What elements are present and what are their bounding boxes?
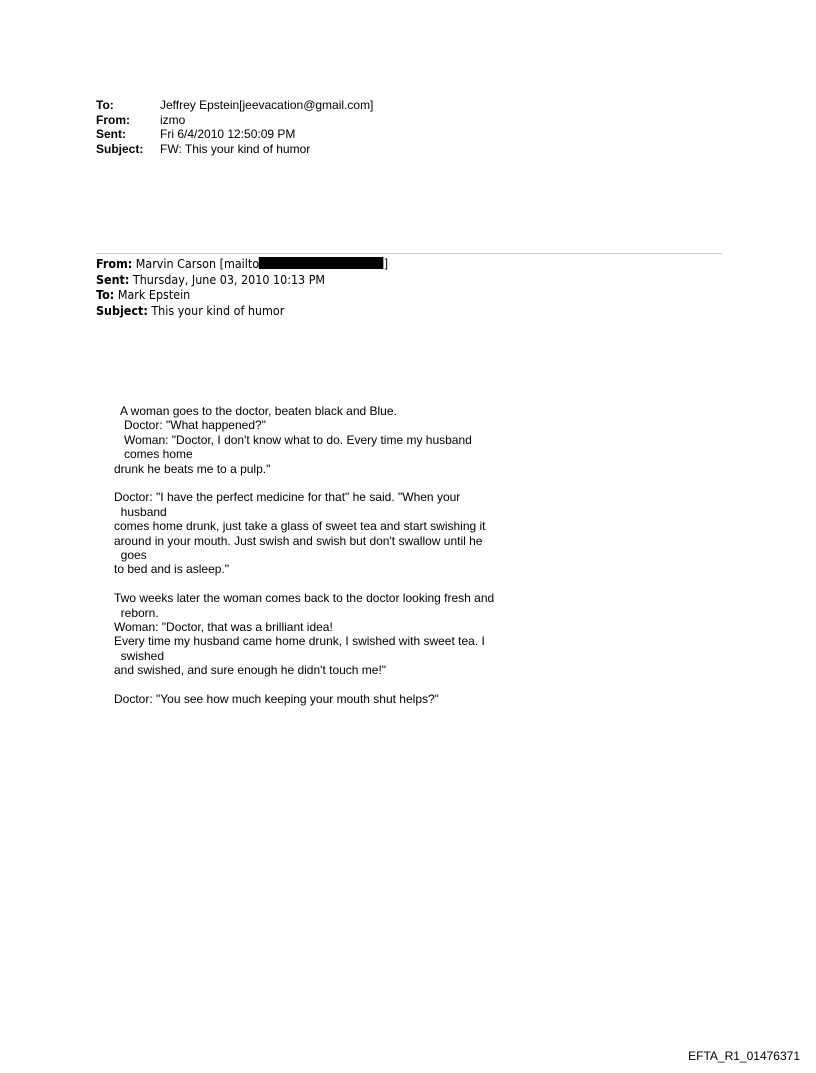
forwarded-subject-row (96, 304, 388, 320)
header-sent-label: Sent: (96, 127, 126, 141)
body-line: to bed and is asleep." (114, 562, 230, 577)
forwarded-from-suffix: ] (383, 257, 389, 271)
header-sent-value: Fri 6/4/2010 12:50:09 PM (160, 127, 296, 141)
email-body (114, 404, 554, 706)
body-line: and swished, and sure enough he didn't touch me!" (114, 663, 387, 678)
body-line: Every time my husband came home drunk, I swished with sweet tea. I (114, 634, 485, 649)
body-line: Doctor: "What happened?" (114, 418, 266, 433)
forwarded-sent-label: Sent: (96, 272, 130, 287)
header-sent-row (96, 127, 373, 142)
header-subject-row (96, 142, 373, 157)
forwarded-subject-label: Subject: (96, 303, 148, 318)
forwarded-to-label: To: (96, 288, 115, 302)
forwarded-header (96, 257, 388, 319)
email-header (96, 98, 373, 156)
forwarded-sent-row (96, 273, 388, 289)
header-subject-value: FW: This your kind of humor (160, 141, 311, 156)
body-line: comes home (114, 447, 193, 462)
body-line: swished (114, 648, 165, 663)
header-to-label: To: (96, 98, 114, 112)
forwarded-from-label: From: (96, 257, 133, 271)
header-to-row (96, 98, 373, 113)
forwarded-subject-value: This your kind of humor (151, 303, 285, 318)
body-line: reborn. (114, 605, 159, 620)
forwarded-to-value: Mark Epstein (117, 288, 191, 302)
header-from-value: izmo (160, 112, 186, 127)
body-line: husband (114, 504, 167, 519)
body-blank-line (114, 577, 554, 591)
header-subject-label: Subject: (96, 141, 144, 156)
redaction-block (259, 257, 384, 269)
header-to-value: Jeffrey Epstein[jeevacation@gmail.com] (160, 98, 374, 112)
body-line: Woman: "Doctor, that was a brilliant idea! (114, 620, 333, 635)
body-blank-line (114, 678, 554, 692)
body-blank-line (114, 476, 554, 490)
body-line: Doctor: "I have the perfect medicine for that" he said. "When your (114, 490, 461, 505)
header-from-row (96, 113, 373, 128)
body-line: A woman goes to the doctor, beaten black and Blue. (114, 404, 397, 418)
forwarded-sent-value: Thursday, June 03, 2010 10:13 PM (132, 272, 326, 287)
header-from-label: From: (96, 112, 130, 127)
body-line: Two weeks later the woman comes back to the doctor looking fresh and (114, 591, 495, 606)
forwarded-from-value: Marvin Carson [mailto (135, 257, 260, 271)
body-line: goes (114, 548, 147, 563)
body-line: comes home drunk, just take a glass of sweet tea and start swishing it (114, 519, 486, 534)
body-line: Woman: "Doctor, I don't know what to do. Every time my husband (114, 432, 472, 447)
body-line: drunk he beats me to a pulp." (114, 461, 271, 476)
body-line: Doctor: "You see how much keeping your mouth shut helps?" (114, 692, 439, 707)
body-line: around in your mouth. Just swish and swish but don't swallow until he (114, 533, 483, 548)
document-id: EFTA_R1_01476371 (688, 1049, 800, 1063)
forwarded-from-row (96, 257, 388, 273)
forwarded-to-row (96, 288, 388, 304)
divider-line (96, 253, 722, 254)
